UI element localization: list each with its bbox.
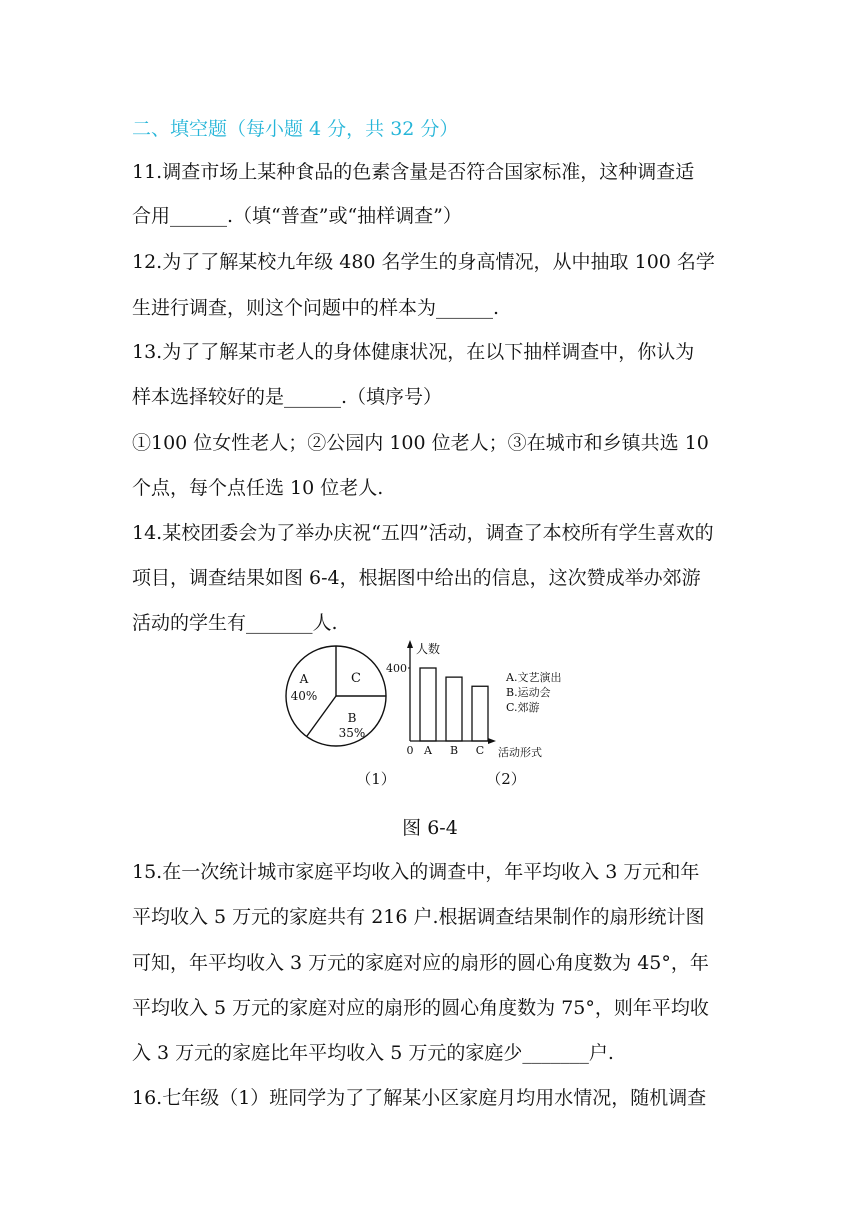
legend-item-b: B.运动会 xyxy=(506,686,551,699)
pie-label-a: A xyxy=(299,672,309,686)
q11-line-1: 11.调查市场上某种食品的色素含量是否符合国家标准，这种调查适 xyxy=(132,161,695,183)
pie-pct-a: 40% xyxy=(290,689,318,703)
pie-pct-b: 35% xyxy=(338,726,366,740)
q13-line-2: 样本选择较好的是______.（填序号） xyxy=(132,386,443,408)
origin-label: 0 xyxy=(406,744,414,757)
x-axis-label: 活动形式 xyxy=(498,746,542,759)
bar-b xyxy=(446,677,462,741)
x-tick-labels xyxy=(423,744,484,757)
sub-label-2: （2） xyxy=(486,770,526,788)
section-title: 二、填空题（每小题 4 分，共 32 分） xyxy=(132,118,459,140)
q12-line-2: 生进行调查，则这个问题中的样本为______. xyxy=(132,297,500,319)
bar-a xyxy=(420,668,436,741)
q13-options-line-2: 个点，每个点任选 10 位老人. xyxy=(132,477,384,499)
q14-line-1: 14.某校团委会为了举办庆祝“五四”活动，调查了本校所有学生喜欢的 xyxy=(132,522,714,544)
legend-item-a: A.文艺演出 xyxy=(506,671,562,684)
q12-line-1: 12.为了了解某校九年级 480 名学生的身高情况，从中抽取 100 名学 xyxy=(132,251,715,273)
pie-label-b: B xyxy=(347,711,357,725)
q15-line-1: 15.在一次统计城市家庭平均收入的调查中，年平均收入 3 万元和年 xyxy=(132,861,700,883)
legend-item-c: C.郊游 xyxy=(506,701,540,714)
q11-line-2: 合用______.（填“普查”或“抽样调查”） xyxy=(132,205,462,227)
y-axis-arrow xyxy=(407,640,413,648)
figure-6-4 xyxy=(280,636,600,806)
q15-line-3: 可知，年平均收入 3 万元的家庭对应的扇形的圆心角度数为 45°，年 xyxy=(132,952,709,974)
q14-line-3: 活动的学生有_______人. xyxy=(132,612,338,634)
bars-group xyxy=(420,668,488,741)
x-tick-label-b: B xyxy=(449,744,459,757)
bar-c xyxy=(472,686,488,741)
figure-caption: 图 6-4 xyxy=(402,817,458,839)
q13-options-line-1: ①100 位女性老人；②公园内 100 位老人；③在城市和乡镇共选 10 xyxy=(132,432,709,454)
q15-line-2: 平均收入 5 万元的家庭共有 216 户.根据调查结果制作的扇形统计图 xyxy=(132,906,705,928)
bar-chart xyxy=(386,640,561,759)
x-tick-label-c: C xyxy=(475,744,485,757)
q16-line-1: 16.七年级（1）班同学为了了解某小区家庭月均用水情况，随机调查 xyxy=(132,1087,707,1109)
q14-line-2: 项目，调查结果如图 6-4，根据图中给出的信息，这次赞成举办郊游 xyxy=(132,567,701,589)
x-tick-label-a: A xyxy=(424,744,432,757)
q15-line-5: 入 3 万元的家庭比年平均收入 5 万元的家庭少_______户. xyxy=(132,1042,614,1064)
y-tick-label: 400 xyxy=(386,662,407,675)
sub-label-1: （1） xyxy=(356,770,396,788)
pie-chart xyxy=(286,646,386,746)
x-axis-arrow xyxy=(488,738,496,744)
q13-line-1: 13.为了了解某市老人的身体健康状况，在以下抽样调查中，你认为 xyxy=(132,341,695,363)
pie-label-c: C xyxy=(351,671,361,686)
y-axis-label: 人数 xyxy=(416,642,441,656)
q15-line-4: 平均收入 5 万元的家庭对应的扇形的圆心角度数为 75°，则年平均收 xyxy=(132,997,709,1019)
